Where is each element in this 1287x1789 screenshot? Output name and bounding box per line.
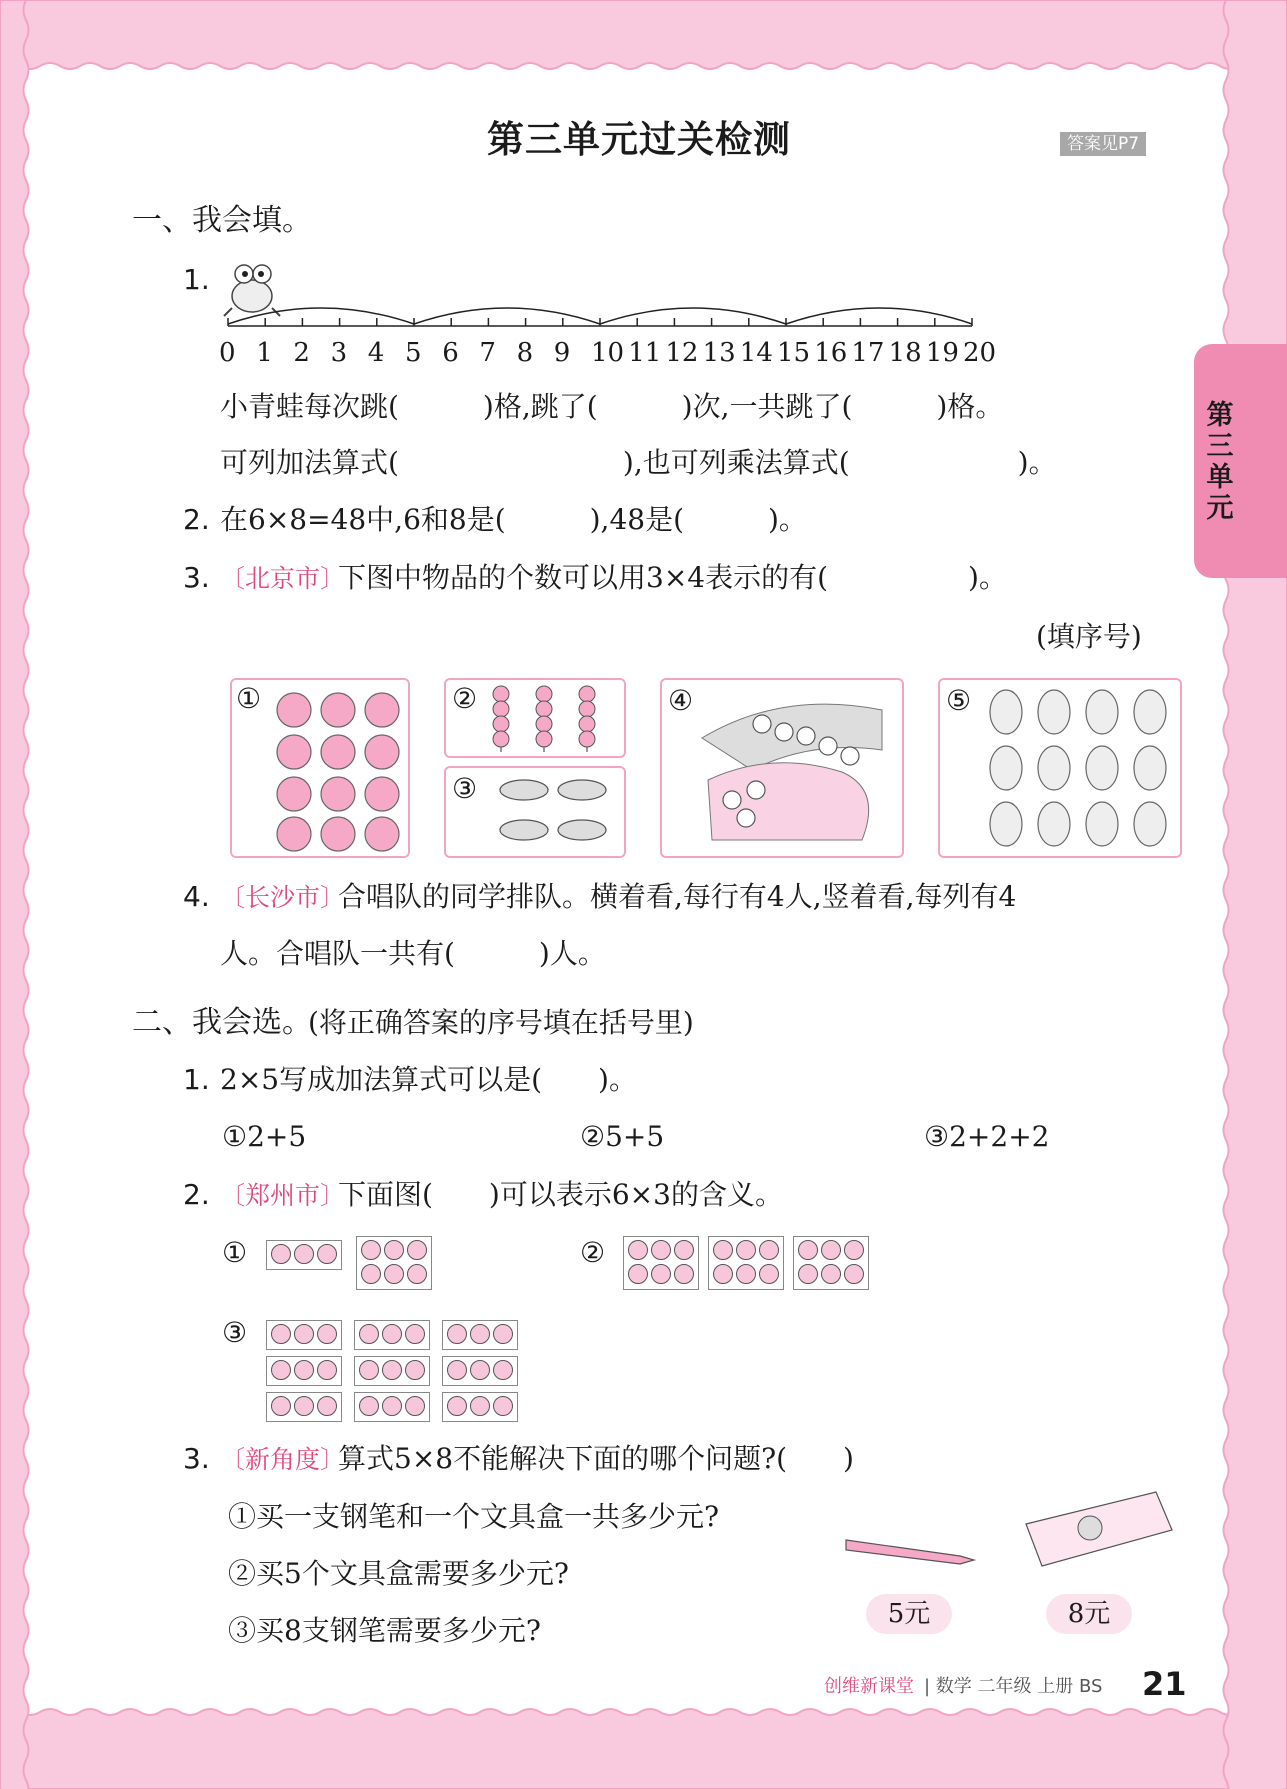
q2-number: 2. [183, 503, 210, 536]
picture-box-2-candied-haws: ② [444, 678, 626, 758]
number-line-tick-label: 1 [256, 338, 273, 368]
picture-box-3-dishes: ③ [444, 766, 626, 858]
number-line-tick-label: 4 [367, 338, 385, 368]
q3-number: 3. [183, 561, 210, 594]
circle [713, 1264, 733, 1284]
circle [317, 1396, 337, 1416]
circle-group [354, 1356, 430, 1386]
circle [651, 1240, 671, 1260]
s2-q3-option-2: ②买5个文具盒需要多少元? [228, 1557, 569, 1590]
s2-q3-option-1: ①买一支钢笔和一个文具盒一共多少元? [228, 1500, 720, 1533]
circle [674, 1240, 694, 1260]
number-line-tick-label: 20 [963, 338, 997, 368]
jump-arc [414, 308, 600, 324]
s2-q3-text: 算式5×8不能解决下面的哪个问题?( ) [338, 1442, 854, 1475]
number-line-tick-label: 3 [330, 338, 348, 368]
number-line-tick-label: 0 [219, 338, 236, 368]
circle [382, 1324, 402, 1344]
number-line [220, 290, 1000, 336]
circle [405, 1324, 425, 1344]
q4-source-tag: 〔长沙市〕 [220, 883, 346, 912]
number-line-tick-label: 5 [405, 338, 422, 368]
s2-q3-number: 3. [183, 1442, 210, 1475]
circle [382, 1360, 402, 1380]
pen-icon [842, 1530, 982, 1570]
picture-box-1-strawberries: ① [230, 678, 410, 858]
number-line-tick-label: 13 [702, 338, 736, 368]
ducks-scene [662, 680, 902, 856]
circle [382, 1396, 402, 1416]
circle [359, 1396, 379, 1416]
strawberry-icons [232, 680, 408, 856]
circle [798, 1264, 818, 1284]
circle-group [354, 1320, 430, 1350]
section2-note: (将正确答案的序号填在括号里) [308, 1006, 694, 1039]
picture-box-5-cabbages: ⑤ [938, 678, 1182, 858]
s2-q3-source-tag: 〔新角度〕 [220, 1445, 346, 1474]
number-line-tick-label: 9 [553, 338, 571, 368]
circle [317, 1244, 337, 1264]
circle [359, 1360, 379, 1380]
circle [447, 1324, 467, 1344]
circle-group [708, 1236, 784, 1290]
circle [798, 1240, 818, 1260]
number-line-tick-label: 2 [293, 338, 310, 368]
section1-heading: 一、我会填。 [132, 203, 312, 238]
q3-hint: (填序号) [1036, 620, 1142, 653]
circle [713, 1240, 733, 1260]
number-line-tick-label: 11 [628, 338, 662, 368]
pencil-case-price: 8元 [1046, 1594, 1132, 1634]
q4-line2: 人。合唱队一共有( )人。 [220, 937, 606, 970]
circle [447, 1360, 467, 1380]
circle-group [793, 1236, 869, 1290]
q4-line1: 合唱队的同学排队。横着看,每行有4人,竖着看,每列有4 [338, 880, 1017, 913]
circle [674, 1264, 694, 1284]
circle-group [266, 1392, 342, 1422]
q1-line2: 可列加法算式( ),也可列乘法算式( )。 [220, 446, 1057, 479]
s2-q1-number: 1. [183, 1063, 210, 1096]
circle [736, 1240, 756, 1260]
number-line-tick-label: 8 [516, 338, 534, 368]
s2-q1-option-1: ①2+5 [222, 1120, 307, 1153]
circle-group [442, 1392, 518, 1422]
circle-group [266, 1240, 342, 1270]
s2-q2-label-2: ② [580, 1236, 606, 1269]
circle [384, 1264, 404, 1284]
s2-q2-number: 2. [183, 1178, 210, 1211]
s2-q3-option-3: ③买8支钢笔需要多少元? [228, 1614, 541, 1647]
section2-heading: 二、我会选。 [132, 1005, 312, 1040]
circle [361, 1264, 381, 1284]
circle [405, 1396, 425, 1416]
circle [407, 1240, 427, 1260]
circle-group [442, 1320, 518, 1350]
dish-icons [446, 768, 624, 856]
circle [628, 1264, 648, 1284]
circle [470, 1324, 490, 1344]
circle [271, 1244, 291, 1264]
circle [821, 1264, 841, 1284]
circle [493, 1360, 513, 1380]
pen-price: 5元 [866, 1594, 952, 1634]
circle [651, 1264, 671, 1284]
footer-brand: 创维新课堂 [824, 1676, 914, 1697]
cabbage-icons [940, 680, 1180, 856]
q3-source-tag: 〔北京市〕 [220, 564, 346, 593]
number-line-tick-label: 6 [442, 338, 459, 368]
number-line-tick-label: 15 [777, 338, 811, 368]
s2-q1-text: 2×5写成加法算式可以是( )。 [220, 1063, 637, 1096]
circle-group [356, 1236, 432, 1290]
unit-side-tab-label: 第三单元 [1206, 400, 1234, 524]
circle [405, 1360, 425, 1380]
circle [294, 1244, 314, 1264]
picture-box-4-ducks: ④ [660, 678, 904, 858]
circle [628, 1240, 648, 1260]
circle-group [623, 1236, 699, 1290]
circle [470, 1396, 490, 1416]
circle [317, 1360, 337, 1380]
number-line-tick-label: 7 [479, 338, 496, 368]
q2-text: 在6×8=48中,6和8是( ),48是( )。 [220, 503, 807, 536]
circle [407, 1264, 427, 1284]
circle [384, 1240, 404, 1260]
s2-q1-option-3: ③2+2+2 [924, 1120, 1050, 1153]
circle [294, 1360, 314, 1380]
circle [844, 1264, 864, 1284]
circle [294, 1396, 314, 1416]
circle-group [266, 1320, 342, 1350]
circle [821, 1240, 841, 1260]
number-line-tick-label: 14 [739, 338, 773, 368]
s2-q2-label-1: ① [222, 1236, 248, 1269]
q4-number: 4. [183, 880, 210, 913]
circle [294, 1324, 314, 1344]
s2-q2-label-3: ③ [222, 1316, 248, 1349]
number-line-tick-label: 12 [665, 338, 699, 368]
circle [759, 1240, 779, 1260]
s2-q2-source-tag: 〔郑州市〕 [220, 1181, 346, 1210]
circle [736, 1264, 756, 1284]
number-line-tick-label: 10 [591, 338, 625, 368]
jump-arc [786, 308, 972, 324]
answer-reference-badge: 答案见P7 [1060, 132, 1146, 156]
number-line-tick-label: 17 [851, 338, 885, 368]
s2-q2-text: 下面图( )可以表示6×3的含义。 [338, 1178, 783, 1211]
q3-text: 下图中物品的个数可以用3×4表示的有( )。 [338, 561, 1007, 594]
circle-group [354, 1392, 430, 1422]
circle [361, 1240, 381, 1260]
candied-haw-icons [446, 680, 624, 756]
circle [844, 1240, 864, 1260]
page-title: 第三单元过关检测 [487, 118, 791, 161]
circle [447, 1396, 467, 1416]
jump-arc [600, 308, 786, 324]
circle [359, 1324, 379, 1344]
number-line-tick-label: 19 [925, 338, 959, 368]
circle-group [266, 1356, 342, 1386]
q1-number: 1. [183, 263, 210, 296]
jump-arc [228, 308, 414, 324]
s2-q1-option-2: ②5+5 [580, 1120, 665, 1153]
number-line-tick-label: 18 [888, 338, 922, 368]
number-line-tick-label: 16 [814, 338, 848, 368]
circle [317, 1324, 337, 1344]
circle [759, 1264, 779, 1284]
footer-info: | 数学 二年级 上册 BS [924, 1676, 1103, 1697]
circle [470, 1360, 490, 1380]
pencil-case-icon [1018, 1486, 1178, 1576]
circle [493, 1324, 513, 1344]
circle [271, 1396, 291, 1416]
q1-line1: 小青蛙每次跳( )格,跳了( )次,一共跳了( )格。 [220, 390, 1004, 423]
circle [271, 1360, 291, 1380]
circle [271, 1324, 291, 1344]
circle-group [442, 1356, 518, 1386]
page-number: 21 [1142, 1665, 1187, 1703]
circle [493, 1396, 513, 1416]
